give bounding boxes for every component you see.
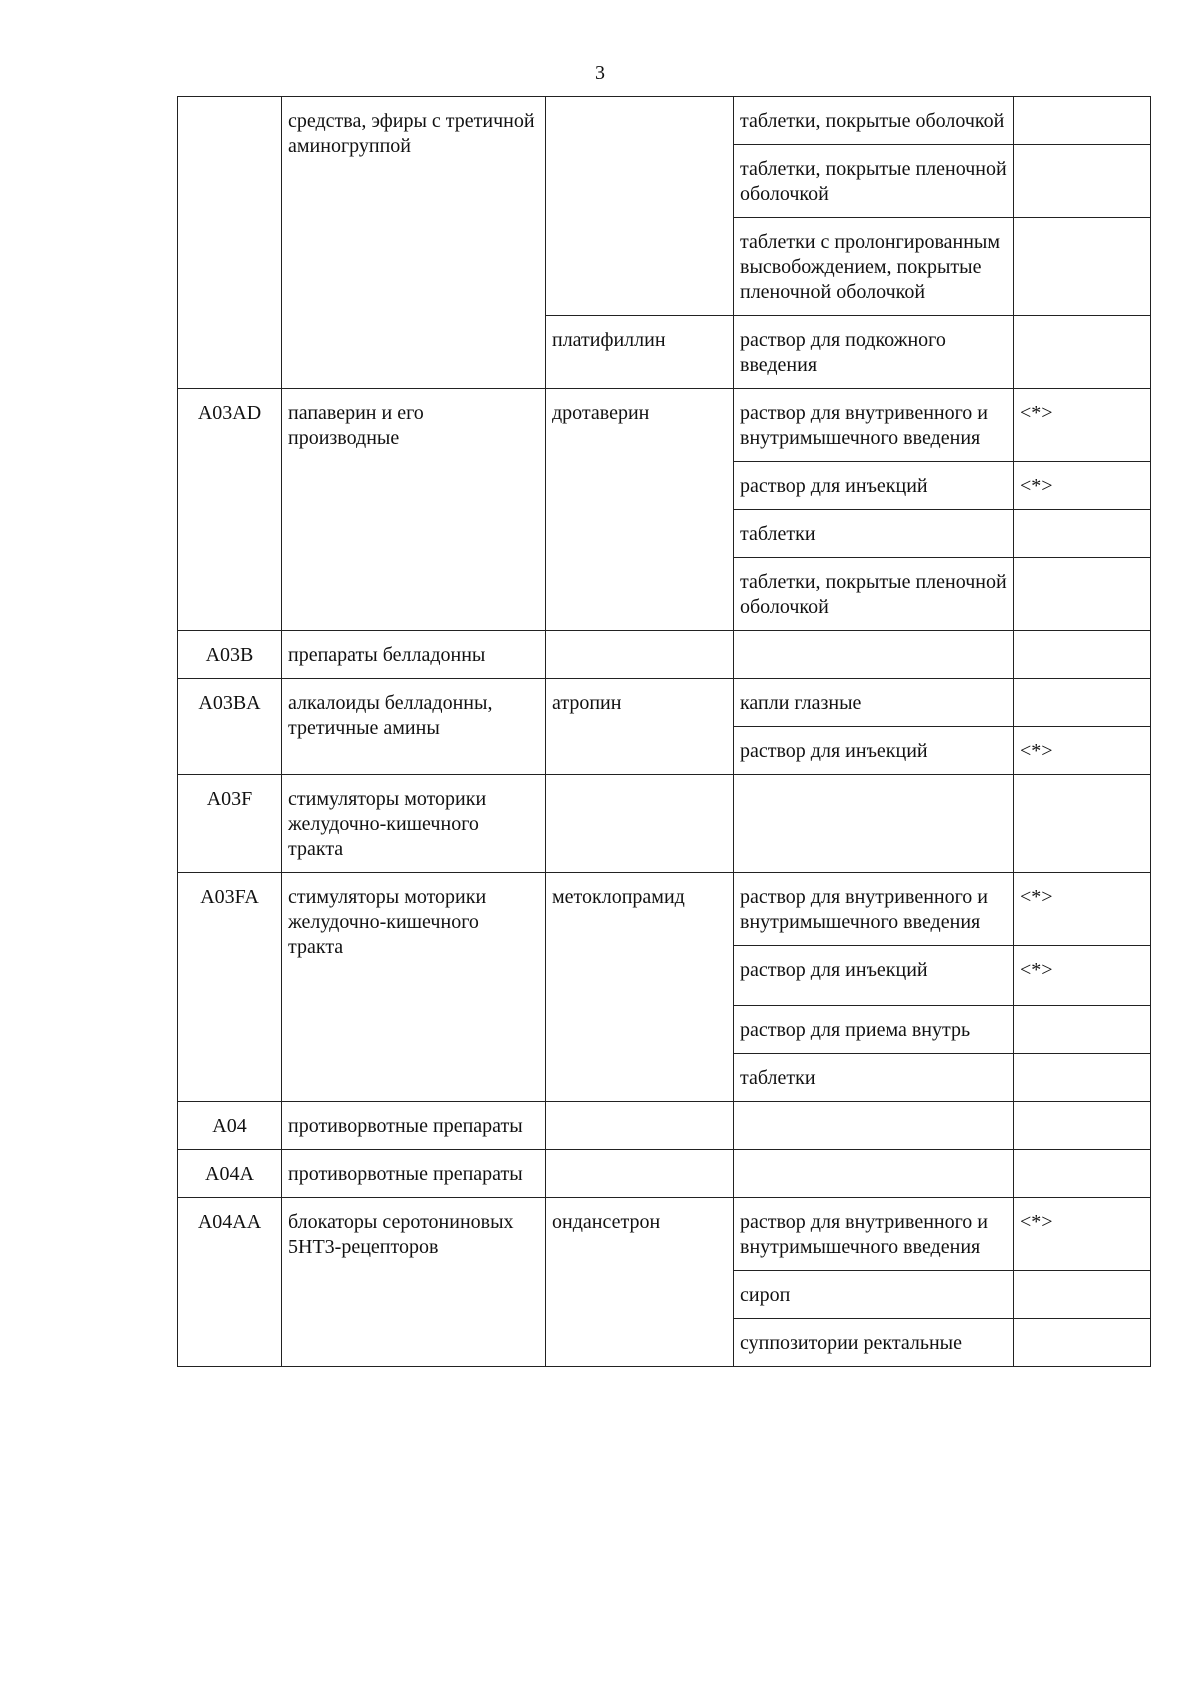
group-name-cell: противорвотные препараты	[282, 1150, 546, 1198]
dosage-form-cell: суппозитории ректальные	[734, 1319, 1014, 1367]
dosage-form-cell: раствор для инъекций	[734, 727, 1014, 775]
dosage-form-cell: раствор для приема внутрь	[734, 1006, 1014, 1054]
dosage-form-cell: раствор для инъекций	[734, 462, 1014, 510]
dosage-form-cell: таблетки, покрытые пленочной оболочкой	[734, 145, 1014, 218]
atc-code-cell: A03AD	[178, 389, 282, 631]
table-row	[178, 1150, 1151, 1198]
drug-name-cell: платифиллин	[546, 316, 734, 389]
dosage-form-cell: раствор для внутривенного и внутримышечного введения	[734, 389, 1014, 462]
note-mark-cell	[1014, 1319, 1151, 1367]
dosage-form-cell: таблетки, покрытые пленочной оболочкой	[734, 558, 1014, 631]
page-number: 3	[595, 62, 605, 84]
note-mark-cell	[1014, 558, 1151, 631]
atc-code-cell: A03B	[178, 631, 282, 679]
drug-list-table	[177, 96, 1151, 1367]
dosage-form-cell: таблетки с пролонгированным высвобождением, покрытые пленочной оболочкой	[734, 218, 1014, 316]
dosage-form-cell: таблетки	[734, 1054, 1014, 1102]
atc-code-cell: A04	[178, 1102, 282, 1150]
note-mark-cell	[1014, 145, 1151, 218]
note-mark-cell	[1014, 1102, 1151, 1150]
note-mark-cell: <*>	[1014, 389, 1151, 462]
group-name-cell: стимуляторы моторики желудочно-кишечного тракта	[282, 775, 546, 873]
table-row	[178, 97, 1151, 145]
dosage-form-cell: сироп	[734, 1271, 1014, 1319]
dosage-form-cell: таблетки	[734, 510, 1014, 558]
group-name-cell: препараты белладонны	[282, 631, 546, 679]
note-mark-cell	[1014, 775, 1151, 873]
atc-code-cell: A03FA	[178, 873, 282, 1102]
drug-name-cell	[546, 631, 734, 679]
drug-name-cell	[546, 775, 734, 873]
group-name-cell: алкалоиды белладонны, третичные амины	[282, 679, 546, 775]
note-mark-cell	[1014, 218, 1151, 316]
note-mark-cell	[1014, 1271, 1151, 1319]
table-row	[178, 873, 1151, 946]
table-row	[178, 679, 1151, 727]
note-mark-cell	[1014, 1006, 1151, 1054]
group-name-cell: папаверин и его производные	[282, 389, 546, 631]
note-mark-cell	[1014, 97, 1151, 145]
note-mark-cell: <*>	[1014, 462, 1151, 510]
dosage-form-cell: раствор для подкожного введения	[734, 316, 1014, 389]
drug-name-cell	[546, 97, 734, 316]
group-name-cell: противорвотные препараты	[282, 1102, 546, 1150]
atc-code-cell: A04A	[178, 1150, 282, 1198]
table-row	[178, 1102, 1151, 1150]
atc-code-cell: A03BA	[178, 679, 282, 775]
table-row	[178, 631, 1151, 679]
dosage-form-cell: таблетки, покрытые оболочкой	[734, 97, 1014, 145]
table-row	[178, 1198, 1151, 1271]
note-mark-cell: <*>	[1014, 1198, 1151, 1271]
note-mark-cell	[1014, 631, 1151, 679]
dosage-form-cell	[734, 775, 1014, 873]
dosage-form-cell: раствор для внутривенного и внутримышечного введения	[734, 873, 1014, 946]
dosage-form-cell	[734, 1102, 1014, 1150]
note-mark-cell: <*>	[1014, 946, 1151, 1006]
drug-name-cell: метоклопрамид	[546, 873, 734, 1102]
drug-name-cell: ондансетрон	[546, 1198, 734, 1367]
dosage-form-cell	[734, 631, 1014, 679]
note-mark-cell	[1014, 1054, 1151, 1102]
note-mark-cell	[1014, 1150, 1151, 1198]
note-mark-cell	[1014, 316, 1151, 389]
dosage-form-cell: раствор для инъекций	[734, 946, 1014, 1006]
atc-code-cell: A03F	[178, 775, 282, 873]
group-name-cell: средства, эфиры с третичной аминогруппой	[282, 97, 546, 389]
drug-name-cell: дротаверин	[546, 389, 734, 631]
table-row	[178, 389, 1151, 462]
dosage-form-cell	[734, 1150, 1014, 1198]
table-row	[178, 775, 1151, 873]
dosage-form-cell: капли глазные	[734, 679, 1014, 727]
dosage-form-cell: раствор для внутривенного и внутримышечного введения	[734, 1198, 1014, 1271]
group-name-cell: блокаторы серотониновых 5HT3-рецепторов	[282, 1198, 546, 1367]
drug-name-cell: атропин	[546, 679, 734, 775]
group-name-cell: стимуляторы моторики желудочно-кишечного тракта	[282, 873, 546, 1102]
note-mark-cell	[1014, 679, 1151, 727]
atc-code-cell	[178, 97, 282, 389]
note-mark-cell: <*>	[1014, 873, 1151, 946]
note-mark-cell: <*>	[1014, 727, 1151, 775]
note-mark-cell	[1014, 510, 1151, 558]
drug-name-cell	[546, 1150, 734, 1198]
atc-code-cell: A04AA	[178, 1198, 282, 1367]
drug-name-cell	[546, 1102, 734, 1150]
